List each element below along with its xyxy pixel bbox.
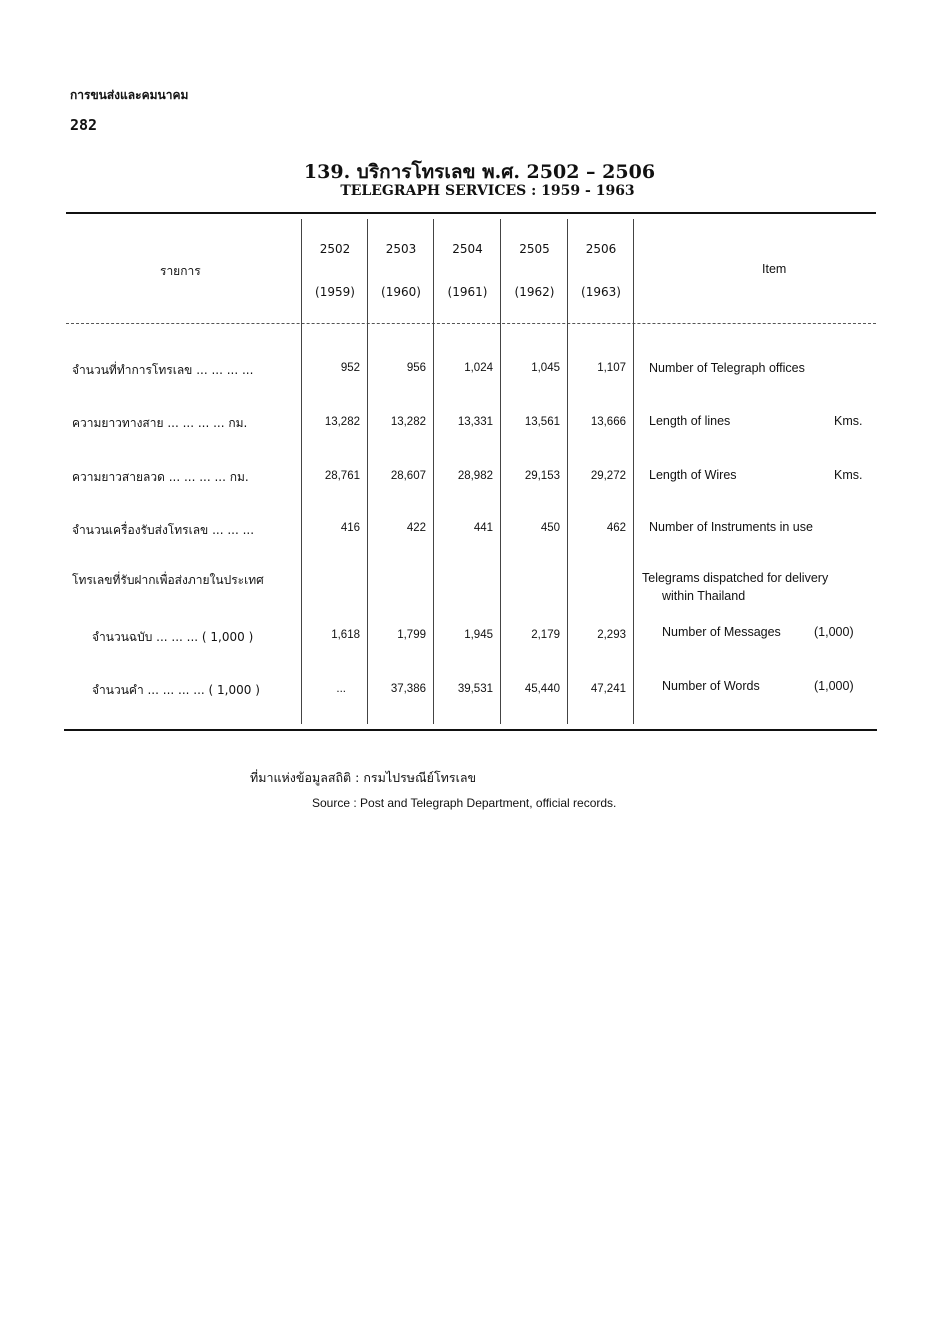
table-title-english: TELEGRAPH SERVICES : 1959 - 1963 (340, 183, 635, 199)
cell-value: 39,531 (457, 683, 493, 695)
row-label-english: Length of lines (649, 414, 731, 428)
source-note-thai: ที่มาแห่งข้อมูลสถิติ : กรมไปรษณีย์โทรเลข (250, 770, 477, 785)
row-label-thai: จำนวนฉบับ ... ... ... ( 1,000 ) (92, 630, 254, 644)
row-unit: Kms. (834, 468, 863, 482)
cell-value: 13,331 (457, 416, 493, 428)
group-label-english-line2: within Thailand (662, 589, 746, 603)
row-label-english: Length of Wires (649, 468, 737, 482)
cell-value: 1,107 (597, 362, 626, 374)
cell-value: 37,386 (390, 683, 426, 695)
table-bottom-rule (64, 729, 877, 731)
row-unit: (1,000) (814, 679, 854, 693)
cell-value: 13,282 (390, 416, 426, 428)
row-unit: (1,000) (814, 625, 854, 639)
row-label-thai: ความยาวสายลวด ... ... ... ... กม. (72, 470, 249, 484)
cell-value: 28,982 (457, 470, 493, 482)
cell-value: 29,153 (524, 470, 560, 482)
row-label-english: Number of Telegraph offices (649, 361, 805, 375)
cell-value: 13,666 (590, 416, 626, 428)
cell-value: ... (336, 683, 346, 695)
cell-value: 28,607 (390, 470, 426, 482)
header-item-english: Item (762, 262, 787, 276)
cell-value: 956 (406, 362, 426, 374)
table-top-rule (66, 212, 876, 214)
cell-value: 13,561 (524, 416, 560, 428)
row-label-thai: จำนวนที่ทำการโทรเลข ... ... ... ... (72, 363, 254, 377)
cell-value: 952 (340, 362, 360, 374)
row-label-english: Number of Words (662, 679, 760, 693)
cell-value: 1,024 (464, 362, 493, 374)
cell-value: 29,272 (590, 470, 626, 482)
cell-value: 1,799 (397, 629, 426, 641)
cell-value: 416 (340, 522, 360, 534)
cell-value: 28,761 (324, 470, 360, 482)
row-unit: Kms. (834, 414, 863, 428)
header-year-ce: (1959) (315, 285, 355, 299)
cell-value: 47,241 (590, 683, 626, 695)
cell-value: 450 (540, 522, 560, 534)
row-label-thai: จำนวนคำ ... ... ... ... ( 1,000 ) (92, 683, 260, 697)
group-label-thai: โทรเลขที่รับฝากเพื่อส่งภายในประเทศ (72, 573, 264, 587)
table-title-thai: 139. บริการโทรเลข พ.ศ. 2502 – 2506 (303, 161, 656, 183)
cell-value: 1,945 (464, 629, 493, 641)
header-divider (66, 323, 876, 324)
cell-value: 13,282 (324, 416, 360, 428)
header-year-ce: (1961) (447, 285, 488, 299)
header-year-be: 2504 (452, 242, 483, 256)
cell-value: 1,618 (331, 629, 360, 641)
cell-value: 422 (406, 522, 426, 534)
cell-value: 2,293 (597, 629, 626, 641)
row-label-thai: ความยาวทางสาย ... ... ... ... กม. (72, 416, 248, 430)
row-label-thai: จำนวนเครื่องรับส่งโทรเลข ... ... ... (72, 523, 255, 537)
cell-value: 45,440 (524, 683, 560, 695)
row-label-english: Number of Instruments in use (649, 520, 813, 534)
header-year-be: 2505 (519, 242, 550, 256)
header-year-ce: (1963) (581, 285, 621, 299)
group-label-english: Telegrams dispatched for delivery (642, 571, 829, 585)
section-title: การขนส่งและคมนาคม (70, 88, 189, 102)
page-number: 282 (70, 116, 98, 134)
header-year-ce: (1962) (514, 285, 555, 299)
row-label-english: Number of Messages (662, 625, 781, 639)
header-item-thai: รายการ (160, 264, 201, 278)
header-year-be: 2506 (585, 242, 617, 256)
header-year-be: 2502 (319, 242, 351, 256)
cell-value: 1,045 (531, 362, 560, 374)
cell-value: 441 (473, 522, 493, 534)
source-note-english: Source : Post and Telegraph Department, official records. (312, 796, 617, 810)
header-year-be: 2503 (385, 242, 417, 256)
cell-value: 2,179 (531, 629, 560, 641)
header-year-ce: (1960) (381, 285, 421, 299)
cell-value: 462 (606, 522, 626, 534)
